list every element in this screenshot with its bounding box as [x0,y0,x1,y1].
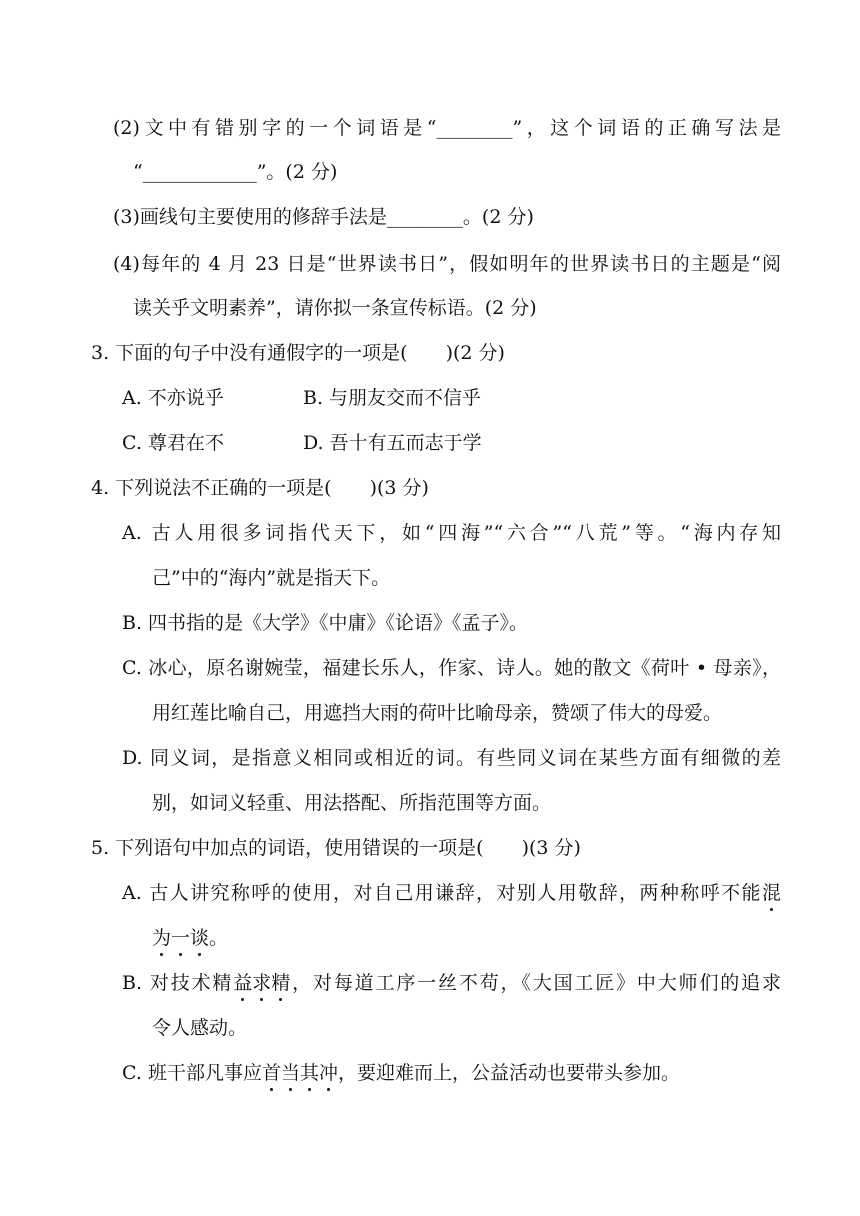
emphasis-dot-char: 首 [261,1062,281,1084]
q3-option-a: A. 不亦说乎 [122,387,224,409]
q4-option-d-line2: 别，如词义轻重、用法搭配、所指范围等方面。 [152,792,552,814]
q2-sub3: (3)画线句主要使用的修辞手法是________。(2 分) [113,206,534,228]
emphasis-dot-char: 冲 [319,1062,339,1084]
q5-option-b-line1 [122,971,781,995]
q3-option-d: D. 吾十有五而志于学 [303,432,482,454]
q4-stem: 4. 下列说法不正确的一项是( )(3 分) [91,477,429,499]
emphasis-dot-char: 其 [299,1062,319,1084]
q4-option-a-line2: 己”中的“海内”就是指天下。 [152,567,391,589]
q4-option-a-line1: A. 古人用很多词指代天下，如“四海”“六合”“八荒”等。“海内存知 [122,522,781,544]
emphasis-dot-char: 当 [280,1062,300,1084]
emphasis-dot-char: 谈 [190,927,210,949]
q5-option-b-text: B. 对技术精 [122,972,234,994]
q5-option-c [122,1061,680,1085]
q5-option-b-line2: 令人感动。 [152,1017,248,1039]
emphasis-dot-char: 精 [271,972,291,994]
q3-stem: 3. 下面的句子中没有通假字的一项是( )(2 分) [91,342,505,364]
q4-option-c-line2: 用红莲比喻自己，用遮挡大雨的荷叶比喻母亲，赞颂了伟大的母爱。 [152,702,723,724]
q5-stem: 5. 下列语句中加点的词语，使用错误的一项是( )(3 分) [91,837,581,859]
q2-sub2-line1: (2)文中有错别字的一个词语是“________”，这个词语的正确写法是 [113,117,781,139]
q5-option-c-rest: ，要迎难而上，公益活动也要带头参加。 [338,1062,681,1084]
q3-option-c: C. 尊君在不 [122,432,224,454]
q5-option-a-line2 [152,926,228,950]
emphasis-dot-char: 益 [233,972,253,994]
q5-option-a-text: A. 古人讲究称呼的使用，对自己用谦辞，对别人用敬辞，两种称呼不能 [122,882,762,904]
emphasis-dot-char: 混 [761,882,781,904]
q4-option-d-line1: D. 同义词，是指意义相同或相近的词。有些同义词在某些方面有细微的差 [122,747,781,769]
emphasis-dot-char: 一 [171,927,191,949]
q5-option-a-tail: 。 [209,927,229,949]
emphasis-dot-char: 求 [252,972,272,994]
q2-sub4-line1: (4)每年的 4 月 23 日是“世界读书日”，假如明年的世界读书日的主题是“阅 [113,253,781,275]
emphasis-dot-char: 为 [152,927,172,949]
q5-option-c-text: C. 班干部凡事应 [122,1062,262,1084]
q5-option-a-line1 [122,881,781,905]
q5-option-b-rest: ，对每道工序一丝不苟，《大国工匠》中大师们的追求 [290,972,781,994]
q2-sub2-line2: “____________”。(2 分) [133,161,338,183]
q2-sub4-line2: 读关乎文明素养”，请你拟一条宣传标语。(2 分) [133,297,537,319]
q4-option-c-line1: C. 冰心，原名谢婉莹，福建长乐人，作家、诗人。她的散文《荷叶 • 母亲》， [122,657,781,679]
q4-option-b: B. 四书指的是《大学》《中庸》《论语》《孟子》。 [122,612,529,634]
q3-option-b: B. 与朋友交而不信乎 [303,387,482,409]
